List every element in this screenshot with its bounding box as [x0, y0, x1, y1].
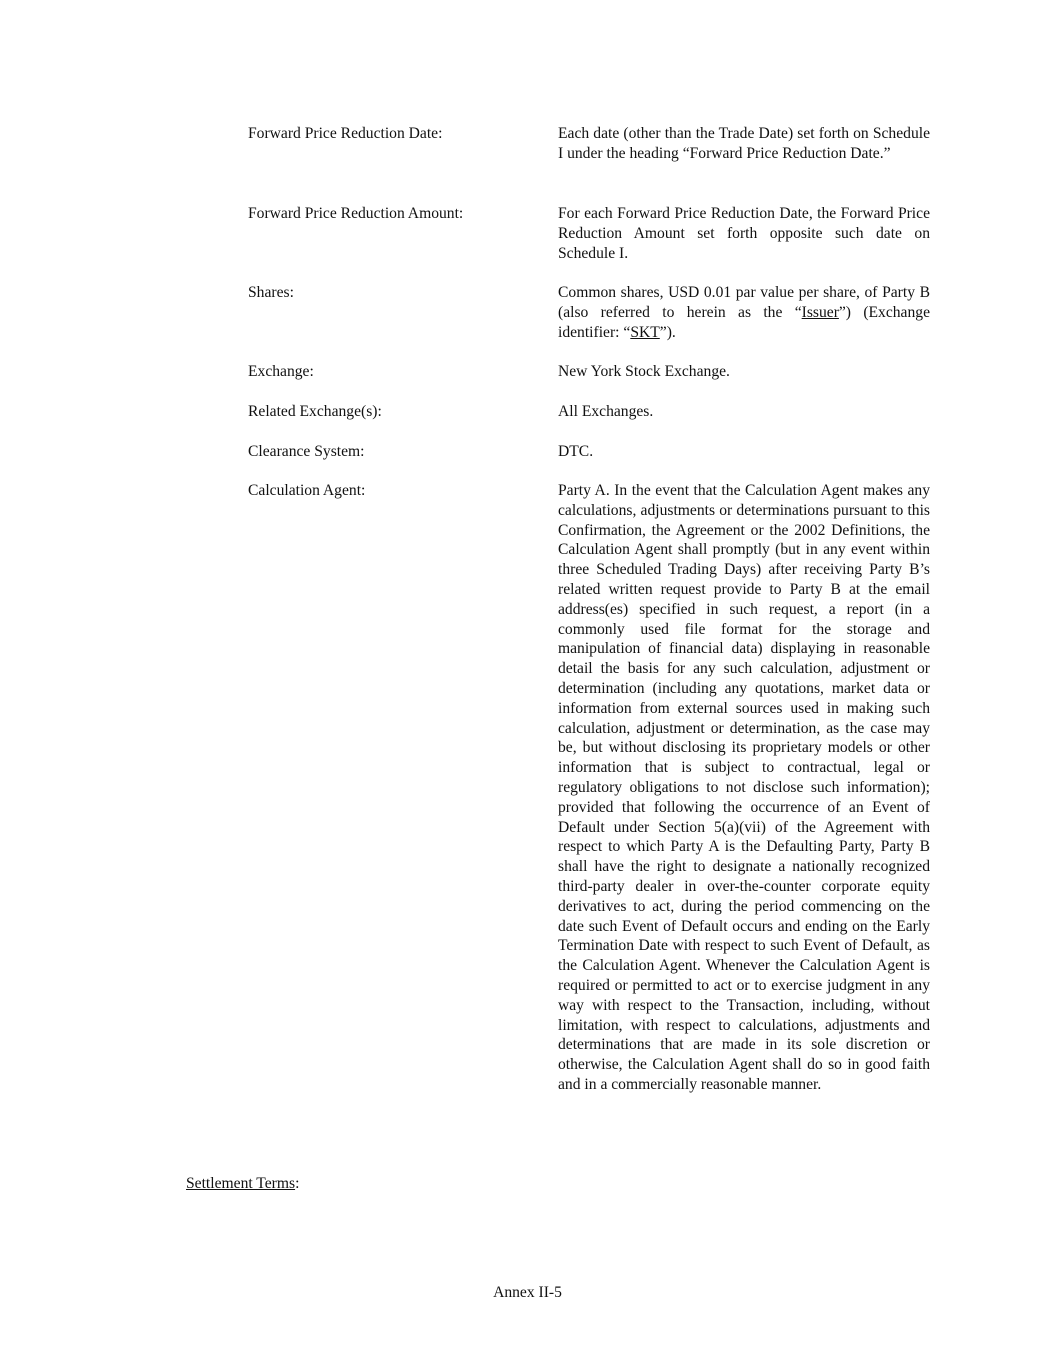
- term-forward-price-reduction-date: [248, 124, 930, 162]
- term-value-text: All Exchanges.: [558, 403, 654, 420]
- section-heading-settlement-terms: [186, 1174, 299, 1194]
- term-value-text: For each Forward Price Reduction Date, the Forward Price Reduction Amount set forth opposite such date on Schedule I.: [558, 205, 930, 262]
- issuer-defined-term: Issuer: [801, 303, 839, 321]
- term-related-exchanges: [248, 402, 654, 422]
- term-label: Related Exchange(s):: [248, 403, 382, 420]
- term-value: [558, 402, 930, 422]
- page-footer: [0, 1283, 1055, 1303]
- term-value: [558, 204, 930, 263]
- term-value-text: New York Stock Exchange.: [558, 363, 730, 380]
- page-number: Annex II-5: [493, 1284, 562, 1301]
- term-label: Calculation Agent:: [248, 482, 366, 499]
- term-forward-price-reduction-amount: [248, 204, 930, 262]
- term-label: Exchange:: [248, 363, 314, 380]
- term-label: Clearance System:: [248, 443, 365, 460]
- term-label: Forward Price Reduction Amount:: [248, 205, 464, 222]
- term-value-text: DTC.: [558, 443, 594, 460]
- term-value: [558, 362, 930, 382]
- term-value-text: Common shares, USD 0.01 par value per share, of Party B (also referred to herein as the “: [558, 284, 930, 321]
- term-label: Shares:: [248, 284, 294, 301]
- term-shares: [248, 283, 930, 341]
- term-exchange: [248, 362, 730, 382]
- term-value-text: Each date (other than the Trade Date) set forth on Schedule I under the heading “Forward Price Reduction Date.”: [558, 125, 930, 162]
- term-value: [558, 442, 930, 462]
- term-value-text: ”) (Exchange identifier: “: [558, 303, 930, 341]
- term-calculation-agent: [248, 481, 930, 1093]
- term-label: Forward Price Reduction Date:: [248, 125, 443, 142]
- section-heading-text: Settlement Terms: [186, 1175, 296, 1192]
- term-value-text: ”).: [659, 323, 676, 341]
- term-value: [558, 124, 930, 164]
- term-value-text: Party A. In the event that the Calculation Agent makes any calculations, adjustments or determinations pursuant to this Confirmation, the Agreement or the 2002 Definitions, the Calculation Agent shall promptly (but in any event within three Scheduled Trading Days) after receiving Party B’s related written request provide to Party B at the email address(es) specified in such request, a report (in a commonly used file format for the storage and manipulation of financial data) displaying in reasonable detail the basis for any such calculation, adjustment or determination (including any quotations, market data or information from external sources used in making such calculation, adjustment or determination, as the case may be, but without disclosing its proprietary models or other information that is subject to contractual, legal or regulatory obligations to not disclose such information); provided that following the occurrence of an Event of Default under Section 5(a)(vii) of the Agreement with respect to which Party A is the Defaulting Party, Party B shall have the right to designate a nationally recognized third-party dealer in over-the-counter corporate equity derivatives to act, during the period commencing on the date such Event of Default occurs and ending on the Early Termination Date with respect to such Event of Default, as the Calculation Agent. Whenever the Calculation Agent is required or permitted to act or to exercise judgment in any way with respect to the Transaction, including, without limitation, with respect to calculations, adjustments and determinations that are made in its sole discretion or otherwise, the Calculation Agent shall do so in good faith and in a commercially reasonable manner.: [558, 482, 930, 1093]
- term-clearance-system: [248, 442, 594, 462]
- term-value: [558, 481, 930, 1095]
- exchange-identifier: SKT: [630, 323, 660, 341]
- term-value: [558, 283, 930, 342]
- section-heading-colon: :: [295, 1175, 300, 1192]
